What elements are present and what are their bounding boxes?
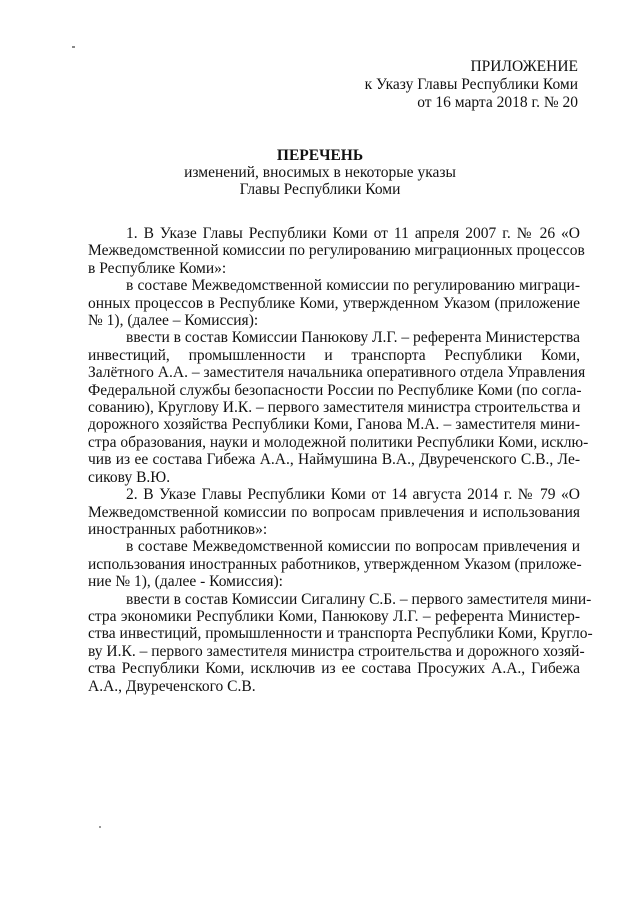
body-line: А.А., Двуреченского С.В. <box>88 677 256 695</box>
appendix-block <box>365 58 578 112</box>
body-line: ства Республики Коми, исключив из ее состава Просужих А.А., Гибежа <box>88 660 580 678</box>
body-line: использования иностранных работников, утвержденном Указом (приложе- <box>88 555 582 573</box>
body-line: инвестиций, промышленности и транспорта Республики Коми, <box>88 346 580 364</box>
body-line: № 1), (далее – Комиссия): <box>88 312 259 330</box>
body-line: сикову В.Ю. <box>88 468 171 486</box>
body-line: в составе Межведомственной комиссии по регулированию миграци- <box>126 277 580 295</box>
body-line: ввести в состав Комиссии Панюкову Л.Г. – референта Министерства <box>126 329 580 347</box>
document-heading <box>0 147 640 198</box>
body-line: иностранных работников»: <box>88 520 268 538</box>
body-line: Межведомственной комиссии по регулированию миграционных процессов <box>88 242 585 260</box>
body-line: 1. В Указе Главы Республики Коми от 11 апреля 2007 г. № 26 «О <box>126 225 580 242</box>
appendix-decree-ref: к Указу Главы Республики Коми <box>364 76 578 93</box>
body-line: ввести в состав Комиссии Сигалину С.Б. – первого заместителя мини- <box>126 590 592 608</box>
body-line: Залётного А.А. – заместителя начальника оперативного отдела Управления <box>88 364 586 382</box>
body-line: 2. В Указе Главы Республики Коми от 14 августа 2014 г. № 79 «О <box>126 486 580 504</box>
scan-speck <box>72 46 75 48</box>
body-line: сованию), Круглову И.К. – первого заместителя министра строительства и <box>88 399 581 417</box>
body-line: в составе Межведомственной комиссии по вопросам привлечения и <box>126 538 580 556</box>
document-subtitle-line-2: Главы Республики Коми <box>239 181 401 198</box>
appendix-label: ПРИЛОЖЕНИЕ <box>470 58 578 75</box>
document-subtitle-line-1: изменений, вносимых в некоторые указы <box>184 164 456 181</box>
scan-speck <box>99 826 101 828</box>
body-line: Федеральной службы безопасности России по Республике Коми (по согла- <box>88 381 582 399</box>
body-line: ства инвестиций, промышленности и транспорта Республики Коми, Кругло- <box>88 625 593 643</box>
body-line: чив из ее состава Гибежа А.А., Наймушина В.А., Двуреченского С.В., Ле- <box>88 451 580 469</box>
appendix-date: от 16 марта 2018 г. № 20 <box>417 94 578 111</box>
body-line: стра образования, науки и молодежной политики Республики Коми, исклю- <box>88 433 589 451</box>
body-line: стра экономики Республики Коми, Панюкову Л.Г. – референта Министер- <box>88 607 580 625</box>
body-line: онных процессов в Республике Коми, утвержденном Указом (приложение <box>88 294 580 312</box>
document-title: ПЕРЕЧЕНЬ <box>276 147 364 164</box>
body-line: дорожного хозяйства Республики Коми, Ганова М.А. – заместителя мини- <box>88 416 580 434</box>
body-line: ву И.К. – первого заместителя министра строительства и дорожного хозяй- <box>88 642 585 660</box>
body-line: в Республике Коми»: <box>88 259 227 277</box>
body-line: ние № 1), (далее - Комиссия): <box>88 573 283 591</box>
document-body <box>88 225 593 695</box>
body-line: Межведомственной комиссии по вопросам привлечения и использования <box>88 503 580 521</box>
